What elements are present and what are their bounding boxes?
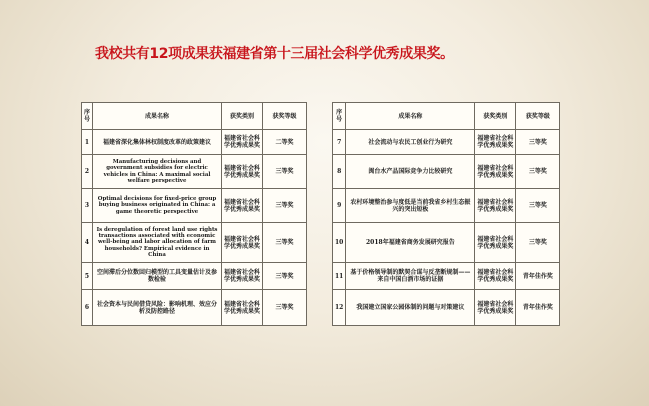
row-number: 7 — [333, 130, 346, 155]
table-row — [82, 155, 307, 189]
table-row — [333, 189, 560, 223]
col-header-name: 成果名称 — [346, 103, 475, 130]
award-type: 福建省社会科学优秀成果奖 — [475, 155, 516, 189]
col-header-name: 成果名称 — [93, 103, 222, 130]
table-row — [82, 130, 307, 155]
row-number: 9 — [333, 189, 346, 223]
award-type: 福建省社会科学优秀成果奖 — [222, 223, 263, 263]
row-number: 1 — [82, 130, 93, 155]
table-row — [82, 290, 307, 326]
achievement-name: 福建省深化集体林权制度改革的政策建议 — [93, 130, 222, 155]
achievement-name: 空间滞后分位数回归模型的工具变量估计及参数检验 — [93, 263, 222, 290]
row-number: 12 — [333, 290, 346, 326]
award-grade: 三等奖 — [516, 189, 560, 223]
col-header-grade: 获奖等级 — [263, 103, 307, 130]
row-number: 3 — [82, 189, 93, 223]
award-type: 福建省社会科学优秀成果奖 — [475, 263, 516, 290]
table-row — [333, 290, 560, 326]
award-grade: 三等奖 — [263, 155, 307, 189]
row-number: 10 — [333, 223, 346, 263]
awards-table-left — [81, 102, 307, 326]
award-type: 福建省社会科学优秀成果奖 — [222, 290, 263, 326]
col-header-type: 获奖类别 — [222, 103, 263, 130]
award-type: 福建省社会科学优秀成果奖 — [475, 189, 516, 223]
award-grade: 青年佳作奖 — [516, 263, 560, 290]
award-type: 福建省社会科学优秀成果奖 — [222, 263, 263, 290]
achievement-name: Is deregulation of forest land use rights transactions associated with economic well-being and labor allocation of farm households? Empirical evidence in China — [93, 223, 222, 263]
col-header-grade: 获奖等级 — [516, 103, 560, 130]
row-number: 4 — [82, 223, 93, 263]
award-grade: 三等奖 — [263, 223, 307, 263]
award-grade: 三等奖 — [516, 155, 560, 189]
achievement-name: 社会资本与民间借贷风险：影响机理、效应分析及防控路径 — [93, 290, 222, 326]
awards-table-right — [332, 102, 560, 326]
award-type: 福建省社会科学优秀成果奖 — [222, 189, 263, 223]
table-row — [333, 155, 560, 189]
table-row — [82, 223, 307, 263]
table-row — [333, 130, 560, 155]
award-grade: 二等奖 — [263, 130, 307, 155]
table-header-row — [82, 103, 307, 130]
achievement-name: 我国建立国家公园体制的问题与对策建议 — [346, 290, 475, 326]
row-number: 2 — [82, 155, 93, 189]
page-headline: 我校共有12项成果获福建省第十三届社会科学优秀成果奖。 — [95, 46, 454, 62]
row-number: 8 — [333, 155, 346, 189]
award-type: 福建省社会科学优秀成果奖 — [475, 130, 516, 155]
table-row — [333, 263, 560, 290]
award-type: 福建省社会科学优秀成果奖 — [222, 155, 263, 189]
row-number: 11 — [333, 263, 346, 290]
achievement-name: Optimal decisions for fixed-price group buying business originated in China: a game theoretic perspective — [93, 189, 222, 223]
award-grade: 三等奖 — [263, 263, 307, 290]
row-number: 5 — [82, 263, 93, 290]
achievement-name: 基于价格领导制的默契合谋与反垄断规制——来自中国白酒市场的证据 — [346, 263, 475, 290]
row-number: 6 — [82, 290, 93, 326]
table-header-row — [333, 103, 560, 130]
table-row — [82, 189, 307, 223]
achievement-name: Manufacturing decisions and government subsidies for electric vehicles in China: A maximal social welfare perspective — [93, 155, 222, 189]
col-header-no: 序号 — [333, 103, 346, 130]
achievement-name: 农村环境整治参与度低是当前我省乡村生态振兴的突出短板 — [346, 189, 475, 223]
award-grade: 三等奖 — [516, 223, 560, 263]
achievement-name: 闽台水产品国际竞争力比较研究 — [346, 155, 475, 189]
table-row — [82, 263, 307, 290]
achievement-name: 社会流动与农民工创业行为研究 — [346, 130, 475, 155]
award-grade: 青年佳作奖 — [516, 290, 560, 326]
table-row — [333, 223, 560, 263]
award-grade: 三等奖 — [263, 189, 307, 223]
achievement-name: 2018年福建省商务发展研究报告 — [346, 223, 475, 263]
col-header-type: 获奖类别 — [475, 103, 516, 130]
award-type: 福建省社会科学优秀成果奖 — [475, 290, 516, 326]
award-grade: 三等奖 — [516, 130, 560, 155]
award-grade: 三等奖 — [263, 290, 307, 326]
award-type: 福建省社会科学优秀成果奖 — [475, 223, 516, 263]
col-header-no: 序号 — [82, 103, 93, 130]
award-type: 福建省社会科学优秀成果奖 — [222, 130, 263, 155]
